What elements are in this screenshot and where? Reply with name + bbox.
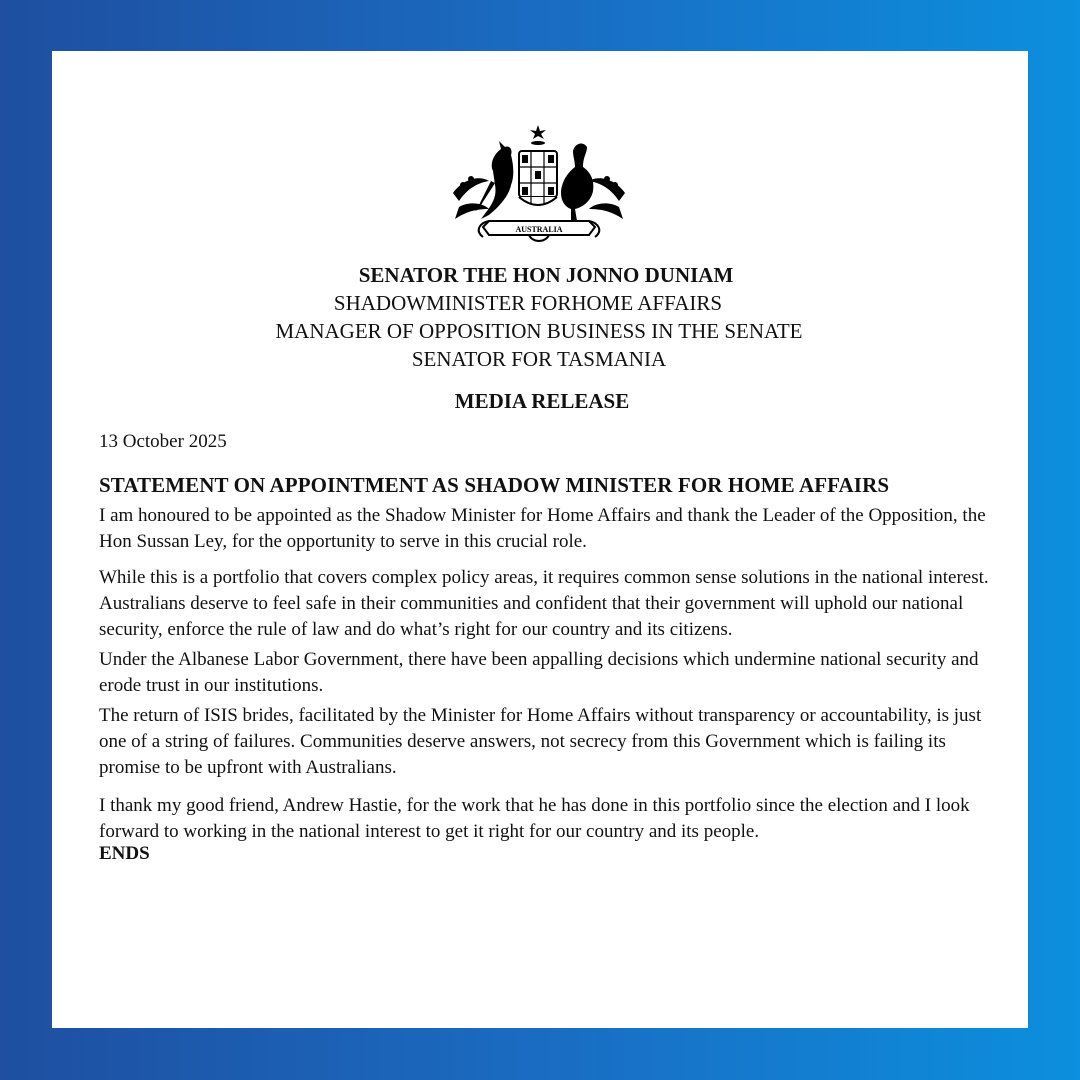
- paragraph: I am honoured to be appointed as the Shadow Minister for Home Affairs and thank the Leader of the Opposition, the Hon Sussan Ley, for the opportunity to serve in this crucial role.: [99, 505, 986, 552]
- paragraph: The return of ISIS brides, facilitated by the Minister for Home Affairs without transparency or accountability, is just one of a string of failures. Communities deserve answers, not secrecy from this Government which is failing its promise to be upfront with Australians.: [99, 705, 982, 778]
- role-manager-opposition-business: MANAGER OF OPPOSITION BUSINESS IN THE SENATE: [275, 319, 803, 343]
- coat-of-arms-crest: [449, 123, 629, 245]
- paragraph: While this is a portfolio that covers complex policy areas, it requires common sense solutions in the national interest. Australians deserve to feel safe in their communities and confident that their government will uphold our national security, enforce the rule of law and do what’s right for our country and its citizens.: [99, 567, 989, 640]
- role-shadow-minister: SHADOWMINISTER FORHOME AFFAIRS: [333, 291, 723, 315]
- senator-header: [52, 261, 1028, 373]
- senator-name: SENATOR THE HON JONNO DUNIAM: [358, 263, 734, 287]
- statement-body: [99, 503, 989, 863]
- media-release-document: [52, 51, 1028, 1028]
- paragraph: Under the Albanese Labor Government, there have been appalling decisions which undermine national security and erode trust in our institutions.: [99, 649, 979, 696]
- statement-title: STATEMENT ON APPOINTMENT AS SHADOW MINISTER FOR HOME AFFAIRS: [99, 473, 890, 497]
- paragraph: I thank my good friend, Andrew Hastie, for the work that he has done in this portfolio since the election and I look forward to working in the national interest to get it right for our country and its people.: [99, 795, 970, 842]
- release-date: 13 October 2025: [99, 431, 227, 452]
- role-senator-for-tasmania: SENATOR FOR TASMANIA: [411, 347, 667, 371]
- doc-type-heading: MEDIA RELEASE: [454, 389, 630, 413]
- ends-marker: ENDS: [99, 843, 150, 864]
- crest-banner-text: AUSTRALIA: [515, 225, 563, 234]
